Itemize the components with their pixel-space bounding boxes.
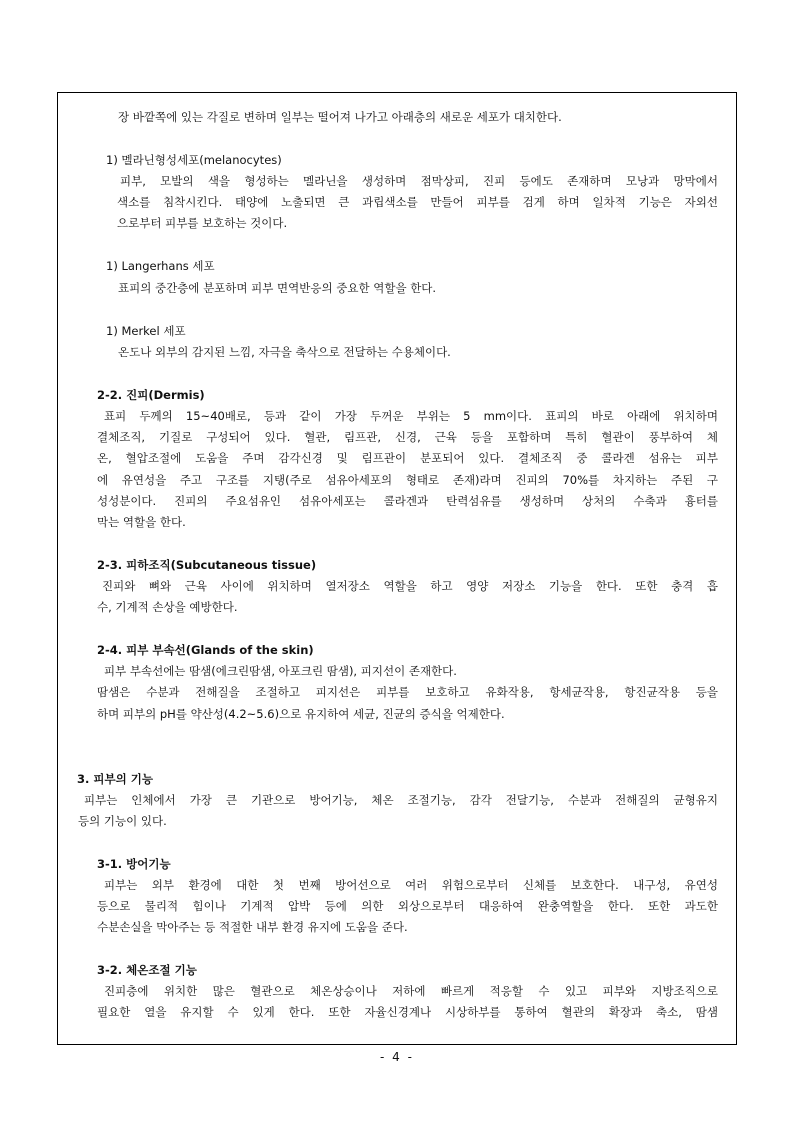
subcutaneous-line: 진피와 뼈와 근육 사이에 위치하며 열저장소 역할을 하고 영양 저장소 기능을 한다. 또한 충격 흡 (102, 579, 718, 593)
intro-line: 장 바깥쪽에 있는 각질로 변하며 일부는 떨어져 나가고 아래층의 새로운 세포가 대치한다. (118, 110, 562, 124)
dermis-line: 에 유연성을 주고 구조를 지탱(주로 섬유아세포의 형태로 존재)라며 진피의 70%를 차지하는 주된 구 (97, 473, 718, 487)
glands-line: 하며 피부의 pH를 약산성(4.2~5.6)으로 유지하여 세균, 진균의 증식을 억제한다. (97, 707, 505, 721)
langerhans-line: 표피의 중간층에 분포하며 피부 면역반응의 중요한 역할을 한다. (118, 281, 437, 295)
dermis-line: 온, 혈압조절에 도움을 주며 감각신경 및 림프관이 분포되어 있다. 결체조직 중 콜라겐 섬유는 피부 (97, 451, 718, 465)
functions-heading: 3. 피부의 기능 (77, 772, 153, 786)
glands-line: 땀샘은 수분과 전해질을 조절하고 피지선은 피부를 보호하고 유화작용, 항세균작용, 항진균작용 등을 (97, 685, 718, 699)
thermo-line: 필요한 열을 유지할 수 있게 한다. 또한 자율신경계나 시상하부를 통하여 혈관의 확장과 축소, 땀샘 (97, 1005, 718, 1019)
glands-line: 피부 부속선에는 땀샘(에크린땀샘, 아포크린 땀샘), 피지선이 존재한다. (104, 664, 457, 678)
dermis-heading: 2-2. 진피(Dermis) (97, 388, 205, 402)
glands-heading: 2-4. 피부 부속선(Glands of the skin) (97, 643, 314, 657)
melanocytes-line: 피부, 모발의 색을 형성하는 멜라닌을 생성하며 점막상피, 진피 등에도 존재하며 모낭과 망막에서 (120, 174, 718, 188)
thermo-line: 진피층에 위치한 많은 혈관으로 체온상승이나 저하에 빠르게 적응할 수 있고 피부와 지방조직으로 (104, 984, 718, 998)
merkel-line: 온도나 외부의 감지된 느낌, 자극을 축삭으로 전달하는 수용체이다. (118, 345, 451, 359)
dermis-line: 성성분이다. 진피의 주요섬유인 섬유아세포는 콜라겐과 탄력섬유를 생성하며 상처의 수축과 흉터를 (97, 494, 718, 508)
defense-line: 수분손실을 막아주는 등 적절한 내부 환경 유지에 도움을 준다. (97, 920, 408, 934)
melanocytes-line: 으로부터 피부를 보호하는 것이다. (117, 216, 288, 230)
defense-line: 피부는 외부 환경에 대한 첫 번째 방어선으로 여러 위험으로부터 신체를 보호한다. 내구성, 유연성 (104, 878, 718, 892)
functions-line: 피부는 인체에서 가장 큰 기관으로 방어기능, 체온 조절기능, 감각 전달기능, 수분과 전해질의 균형유지 (84, 793, 718, 807)
melanocytes-heading: 1) 멜라닌형성세포(melanocytes) (106, 153, 282, 167)
thermo-heading: 3-2. 체온조절 기능 (97, 963, 197, 977)
functions-line: 등의 기능이 있다. (78, 814, 167, 828)
merkel-heading: 1) Merkel 세포 (106, 324, 186, 338)
defense-line: 등으로 물리적 힘이나 기계적 압박 등에 의한 외상으로부터 대응하여 완충역할을 한다. 또한 과도한 (97, 899, 718, 913)
dermis-line: 결체조직, 기질로 구성되어 있다. 혈관, 림프관, 신경, 근육 등을 포함하며 특히 혈관이 풍부하여 체 (97, 430, 718, 444)
subcutaneous-line: 수, 기계적 손상을 예방한다. (97, 600, 238, 614)
melanocytes-line: 색소를 침착시킨다. 태양에 노출되면 큰 과립색소를 만들어 피부를 검게 하며 일차적 기능은 자외선 (117, 195, 718, 209)
dermis-line: 표피 두께의 15~40배로, 등과 같이 가장 두꺼운 부위는 5 mm이다. 표피의 바로 아래에 위치하며 (104, 409, 718, 423)
dermis-line: 막는 역할을 한다. (97, 515, 186, 529)
subcutaneous-heading: 2-3. 피하조직(Subcutaneous tissue) (97, 558, 317, 572)
page-number: - 4 - (380, 1050, 414, 1064)
langerhans-heading: 1) Langerhans 세포 (106, 259, 215, 273)
defense-heading: 3-1. 방어기능 (97, 857, 171, 871)
